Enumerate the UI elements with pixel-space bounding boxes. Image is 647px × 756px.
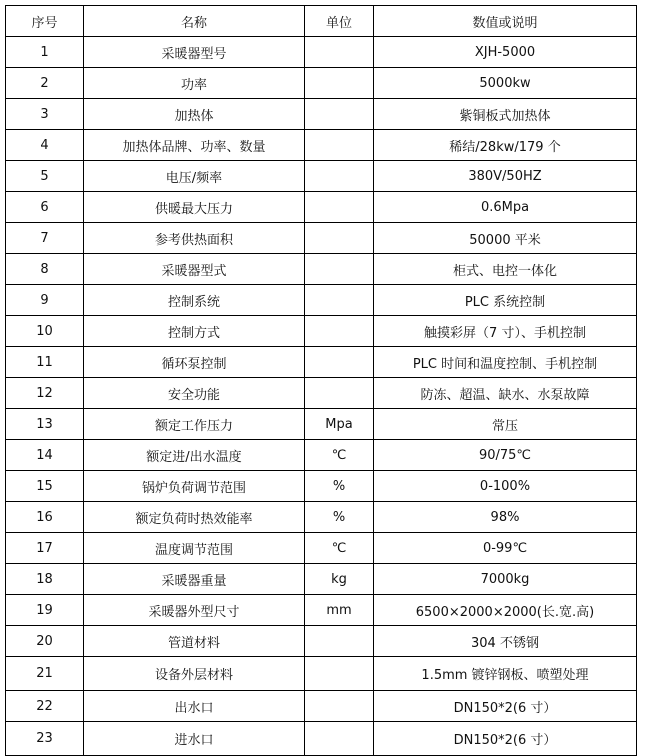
row-unit: kg: [305, 564, 374, 595]
row-unit: [305, 626, 374, 657]
row-value: 紫铜板式加热体: [374, 99, 637, 130]
row-unit: [305, 378, 374, 409]
row-name: 管道材料: [84, 626, 305, 657]
table-row: [6, 722, 637, 756]
row-value: 柜式、电控一体化: [374, 254, 637, 285]
row-value: 90/75℃: [374, 440, 637, 471]
table-row: [6, 691, 637, 722]
row-index: 13: [6, 409, 84, 440]
row-value: 5000kw: [374, 68, 637, 99]
row-value: 6500×2000×2000(长.宽.高): [374, 595, 637, 626]
row-unit: [305, 192, 374, 223]
row-name: 功率: [84, 68, 305, 99]
row-index: 15: [6, 471, 84, 502]
row-index: 8: [6, 254, 84, 285]
row-index: 20: [6, 626, 84, 657]
row-name: 加热体: [84, 99, 305, 130]
row-index: 9: [6, 285, 84, 316]
row-unit: [305, 691, 374, 722]
row-name: 额定进/出水温度: [84, 440, 305, 471]
row-value: 50000 平米: [374, 223, 637, 254]
row-unit: [305, 316, 374, 347]
row-value: 防冻、超温、缺水、水泵故障: [374, 378, 637, 409]
header-value: 数值或说明: [374, 6, 637, 37]
row-value: 98%: [374, 502, 637, 533]
row-name: 出水口: [84, 691, 305, 722]
row-index: 12: [6, 378, 84, 409]
row-value: 1.5mm 镀锌钢板、喷塑处理: [374, 657, 637, 691]
row-value: 304 不锈钢: [374, 626, 637, 657]
row-unit: ℃: [305, 533, 374, 564]
row-name: 参考供热面积: [84, 223, 305, 254]
row-name: 温度调节范围: [84, 533, 305, 564]
row-value: 7000kg: [374, 564, 637, 595]
table-row: [6, 316, 637, 347]
row-index: 6: [6, 192, 84, 223]
table-row: [6, 223, 637, 254]
row-unit: [305, 722, 374, 756]
row-value: 稀结/28kw/179 个: [374, 130, 637, 161]
row-unit: Mpa: [305, 409, 374, 440]
row-unit: [305, 285, 374, 316]
row-value: 380V/50HZ: [374, 161, 637, 192]
header-unit: 单位: [305, 6, 374, 37]
table-row: [6, 657, 637, 691]
row-unit: [305, 657, 374, 691]
row-name: 进水口: [84, 722, 305, 756]
table-row: [6, 471, 637, 502]
row-index: 7: [6, 223, 84, 254]
row-name: 供暖最大压力: [84, 192, 305, 223]
row-unit: [305, 130, 374, 161]
row-index: 10: [6, 316, 84, 347]
row-unit: %: [305, 471, 374, 502]
row-unit: [305, 99, 374, 130]
table-row: [6, 161, 637, 192]
row-unit: [305, 254, 374, 285]
row-index: 14: [6, 440, 84, 471]
table-row: [6, 409, 637, 440]
row-value: PLC 系统控制: [374, 285, 637, 316]
row-index: 3: [6, 99, 84, 130]
row-index: 4: [6, 130, 84, 161]
row-index: 19: [6, 595, 84, 626]
row-value: PLC 时间和温度控制、手机控制: [374, 347, 637, 378]
row-index: 21: [6, 657, 84, 691]
header-row: [6, 6, 637, 37]
row-index: 17: [6, 533, 84, 564]
table-row: [6, 626, 637, 657]
table-row: [6, 130, 637, 161]
table-row: [6, 37, 637, 68]
row-index: 18: [6, 564, 84, 595]
row-value: XJH-5000: [374, 37, 637, 68]
table-row: [6, 285, 637, 316]
row-index: 23: [6, 722, 84, 756]
table-row: [6, 347, 637, 378]
row-name: 设备外层材料: [84, 657, 305, 691]
row-name: 加热体品牌、功率、数量: [84, 130, 305, 161]
row-unit: %: [305, 502, 374, 533]
row-name: 采暖器外型尺寸: [84, 595, 305, 626]
spec-table: [5, 5, 637, 756]
row-value: DN150*2(6 寸）: [374, 722, 637, 756]
row-index: 5: [6, 161, 84, 192]
row-index: 11: [6, 347, 84, 378]
row-value: 触摸彩屏（7 寸）、手机控制: [374, 316, 637, 347]
table-row: [6, 533, 637, 564]
table-row: [6, 68, 637, 99]
row-name: 额定工作压力: [84, 409, 305, 440]
row-value: 0-100%: [374, 471, 637, 502]
table-row: [6, 378, 637, 409]
row-index: 16: [6, 502, 84, 533]
row-unit: [305, 37, 374, 68]
row-name: 采暖器型号: [84, 37, 305, 68]
row-value: 常压: [374, 409, 637, 440]
row-name: 额定负荷时热效能率: [84, 502, 305, 533]
row-unit: [305, 223, 374, 254]
row-index: 22: [6, 691, 84, 722]
table-row: [6, 502, 637, 533]
row-index: 2: [6, 68, 84, 99]
row-unit: [305, 161, 374, 192]
row-name: 锅炉负荷调节范围: [84, 471, 305, 502]
row-unit: mm: [305, 595, 374, 626]
header-name: 名称: [84, 6, 305, 37]
row-unit: [305, 347, 374, 378]
row-name: 循环泵控制: [84, 347, 305, 378]
row-name: 控制方式: [84, 316, 305, 347]
row-name: 控制系统: [84, 285, 305, 316]
row-value: 0.6Mpa: [374, 192, 637, 223]
table-row: [6, 99, 637, 130]
header-index: 序号: [6, 6, 84, 37]
table-row: [6, 564, 637, 595]
row-value: DN150*2(6 寸）: [374, 691, 637, 722]
row-index: 1: [6, 37, 84, 68]
row-value: 0-99℃: [374, 533, 637, 564]
row-name: 采暖器型式: [84, 254, 305, 285]
table-row: [6, 192, 637, 223]
row-name: 采暖器重量: [84, 564, 305, 595]
table-row: [6, 440, 637, 471]
row-name: 安全功能: [84, 378, 305, 409]
row-unit: [305, 68, 374, 99]
table-row: [6, 595, 637, 626]
table-row: [6, 254, 637, 285]
row-name: 电压/频率: [84, 161, 305, 192]
row-unit: ℃: [305, 440, 374, 471]
